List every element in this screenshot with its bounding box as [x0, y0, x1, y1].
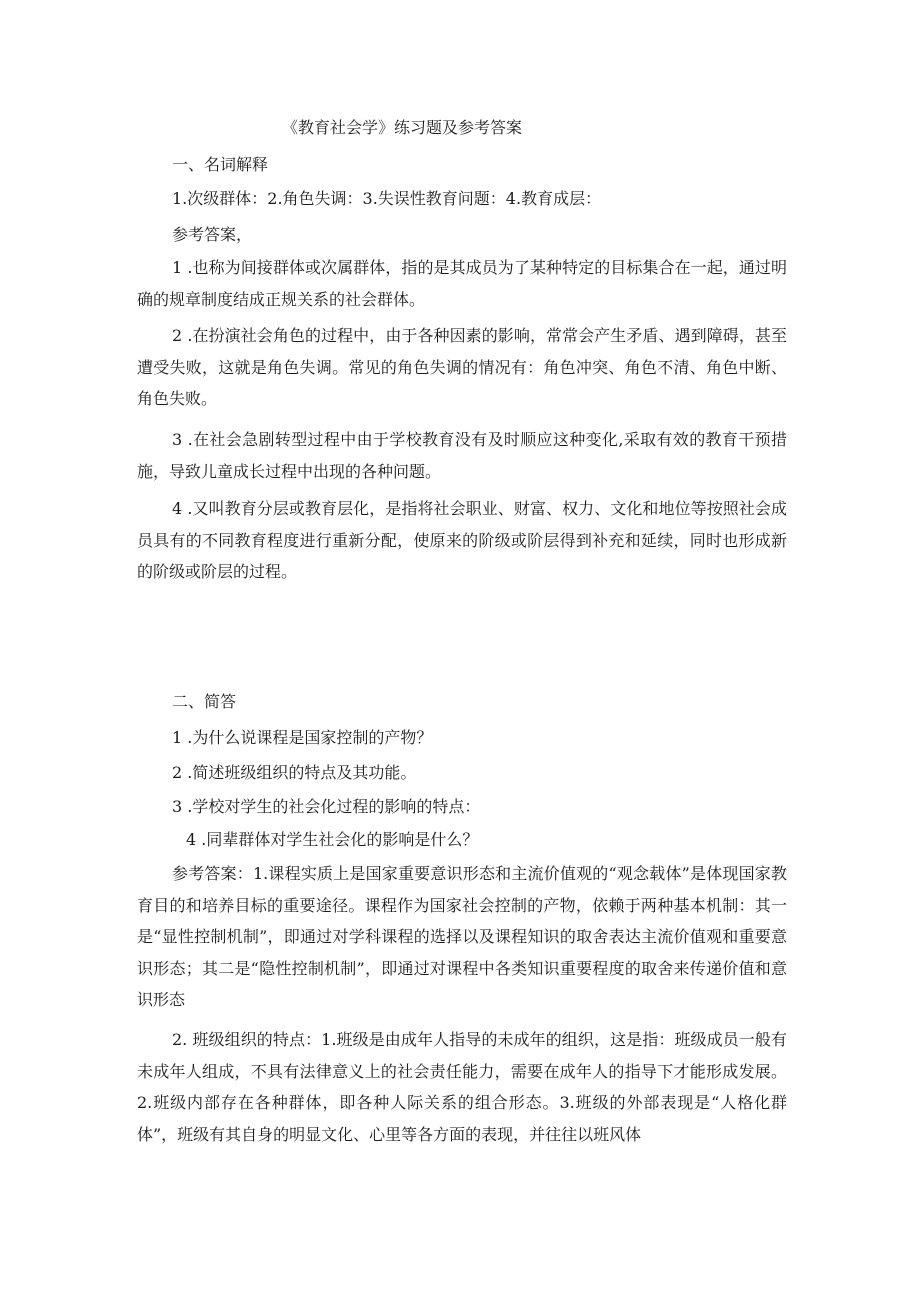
section2-answer-2: 2. 班级组织的特点：1.班级是由成年人指导的未成年的组织，这是指：班级成员一般有未成年人组成，不具有法律意义上的社会责任能力，需要在成年人的指导下才能形成发展。2.班级内部存在各种群体，即各种人际关系的组合形态。3.班级的外部表现是“人格化群体”，班级有其自身的明显文化、心里等各方面的表现，并往往以班风体: [137, 1030, 787, 1144]
section1-answer-1: 1 .也称为间接群体或次属群体，指的是其成员为了某种特定的目标集合在一起，通过明确的规章制度结成正规关系的社会群体。: [137, 258, 787, 309]
section1-heading: 一、名词解释: [172, 155, 269, 174]
section2-answer-1: 参考答案：1.课程实质上是国家重要意识形态和主流价值观的“观念载体”是体现国家教育目的和培养目标的重要途径。课程作为国家社会控制的产物，依赖于两种基本机制：其一是“显性控制机制”，即通过对学科课程的选择以及课程知识的取舍表达主流价值观和重要意识形态；其二是“隐性控制机制”，即通过对课程中各类知识重要程度的取舍来传递价值和意识形态: [137, 864, 787, 1009]
section2-question-1: 1 .为什么说课程是国家控制的产物？: [172, 728, 433, 747]
section1-answer-3: 3 .在社会急剧转型过程中由于学校教育没有及时顺应这种变化,采取有效的教育干预措施，导致儿童成长过程中出现的各种问题。: [137, 430, 787, 481]
section2-question-2: 2 .简述班级组织的特点及其功能。: [172, 763, 417, 782]
section1-answer-4: 4 .又叫教育分层或教育层化，是指将社会职业、财富、权力、文化和地位等按照社会成员具有的不同教育程度进行重新分配，使原来的阶级或阶层得到补充和延续，同时也形成新的阶级或阶层的过程。: [137, 499, 787, 581]
document-title: 《教育社会学》练习题及参考答案: [282, 118, 523, 137]
section2-question-3: 3 .学校对学生的社会化过程的影响的特点：: [172, 797, 481, 816]
section2-heading: 二、简答: [172, 692, 237, 711]
section2-question-4: 4 .同辈群体对学生社会化的影响是什么？: [186, 830, 479, 849]
section1-answer-label: 参考答案，: [172, 225, 253, 244]
section1-terms: 1.次级群体：2.角色失调：3.失误性教育问题：4.教育成层：: [172, 189, 602, 208]
section1-answer-2: 2 .在扮演社会角色的过程中，由于各种因素的影响，常常会产生矛盾、遇到障碍，甚至遭受失败，这就是角色失调。常见的角色失调的情况有：角色冲突、角色不清、角色中断、角色失败。: [137, 326, 787, 408]
